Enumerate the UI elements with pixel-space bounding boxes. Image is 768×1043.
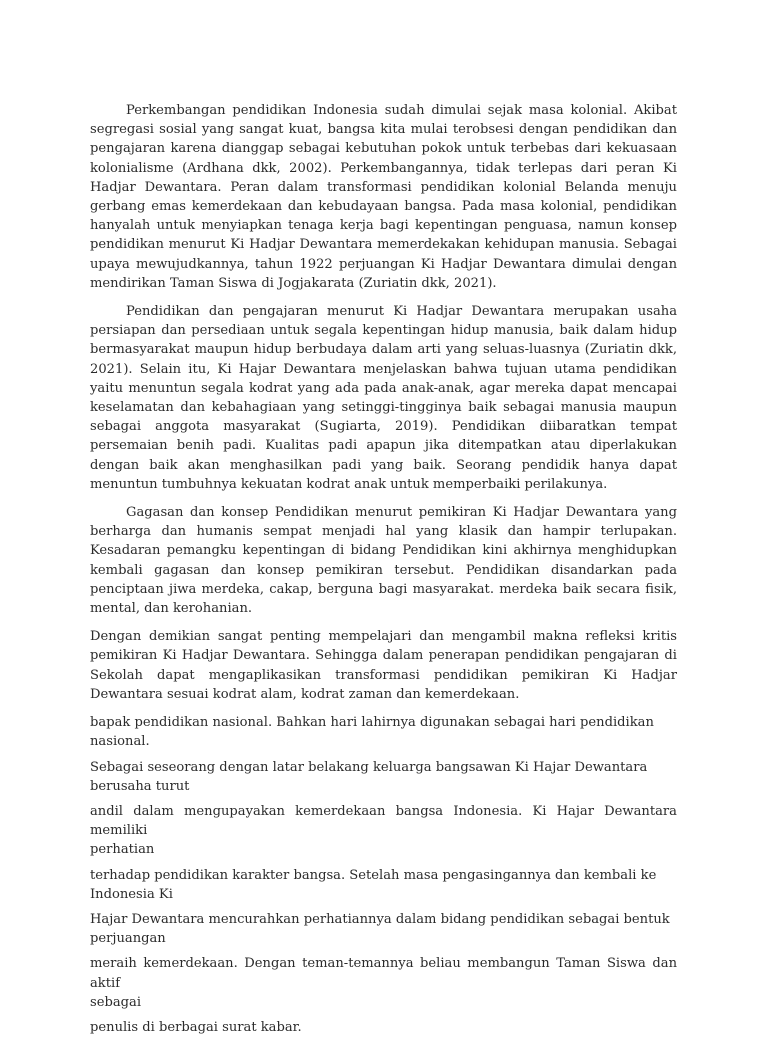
broken-line-4: [90, 866, 677, 904]
paragraph-2: Pendidikan dan pengajaran menurut Ki Hadjar Dewantara merupakan usaha persiapan dan persediaan untuk segala kepentingan hidup manusia, baik dalam hidup bermasyarakat maupun hidup berbudaya dalam arti yang seluas-luasnya (Zuriatin dkk, 2021). Selain itu, Ki Hajar Dewantara menjelaskan bahwa tujuan utama pendidikan yaitu menuntun segala kodrat yang ada pada anak-anak, agar mereka dapat mencapai keselamatan dan kebahagiaan yang setinggi-tingginya baik sebagai manusia maupun sebagai anggota masyarakat (Sugiarta, 2019). Pendidikan diibaratkan tempat persemaian benih padi. Kualitas padi apapun jika ditempatkan atau diperlakukan dengan baik akan menghasilkan padi yang baik. Seorang pendidik hanya dapat menuntun tumbuhnya kekuatan kodrat anak untuk memperbaiki perilakunya.: [90, 304, 677, 492]
paragraph-3: Gagasan dan konsep Pendidikan menurut pemikiran Ki Hadjar Dewantara yang berharga dan humanis sempat menjadi hal yang klasik dan hampir terlupakan. Kesadaran pemangku kepentingan di bidang Pendidikan kini akhirnya menghidupkan kembali gagasan dan konsep pemikiran tersebut. Pendidikan disandarkan pada penciptaan jiwa merdeka, cakap, berguna bagi masyarakat. merdeka baik secara fisik, mental, dan kerohanian.: [90, 505, 677, 617]
broken-line-wrap: berusaha turut: [90, 778, 190, 794]
paragraph-1: Perkembangan pendidikan Indonesia sudah dimulai sejak masa kolonial. Akibat segregasi sosial yang sangat kuat, bangsa kita mulai terobsesi dengan pendidikan dan pengajaran karena dianggap sebagai kebutuhan pokok untuk terbebas dari kekuasaan kolonialisme (Ardhana dkk, 2002). Perkembangannya, tidak terlepas dari peran Ki Hadjar Dewantara. Peran dalam transformasi pendidikan kolonial Belanda menuju gerbang emas kemerdekaan dan kebudayaan bangsa. Pada masa kolonial, pendidikan hanyalah untuk menyiapkan tenaga kerja bagi kepentingan penguasa, namun konsep pendidikan menurut Ki Hadjar Dewantara memerdekakan kehidupan manusia. Sebagai upaya mewujudkannya, tahun 1922 perjuangan Ki Hadjar Dewantara dimulai dengan mendirikan Taman Siswa di Jogjakarata (Zuriatin dkk, 2021).: [90, 103, 677, 291]
broken-line-wrap: nasional.: [90, 734, 150, 750]
broken-lines-block: [90, 713, 677, 1037]
broken-line-1: [90, 713, 677, 751]
broken-line-wrap: Indonesia Ki: [90, 886, 173, 902]
broken-line-main: Sebagai seseorang dengan latar belakang keluarga bangsawan Ki Hajar Dewantara: [90, 759, 648, 775]
broken-line-main: andil dalam mengupayakan kemerdekaan bangsa Indonesia. Ki Hajar Dewantara memiliki: [90, 803, 677, 839]
paragraph-4: Dengan demikian sangat penting mempelajari dan mengambil makna refleksi kritis pemikiran Ki Hadjar Dewantara. Sehingga dalam penerapan pendidikan pengajaran di Sekolah dapat mengaplikasikan transformasi pendidikan pemikiran Ki Hadjar Dewantara sesuai kodrat alam, kodrat zaman dan kemerdekaan.: [90, 629, 677, 702]
broken-line-main: terhadap pendidikan karakter bangsa. Setelah masa pengasingannya dan kembali ke: [90, 867, 657, 883]
broken-line-wrap: perjuangan: [90, 931, 166, 947]
broken-line-6: [90, 954, 677, 1012]
broken-line-2: [90, 758, 677, 796]
broken-line-wrap: perhatian: [90, 842, 155, 858]
broken-line-main: bapak pendidikan nasional. Bahkan hari lahirnya digunakan sebagai hari pendidikan: [90, 715, 654, 731]
broken-line-5: [90, 910, 677, 948]
broken-line-main: penulis di berbagai surat kabar.: [90, 1019, 302, 1035]
document-body: [90, 101, 677, 1043]
broken-line-3: [90, 802, 677, 860]
broken-line-wrap: sebagai: [90, 994, 142, 1010]
broken-line-main: Hajar Dewantara mencurahkan perhatiannya dalam bidang pendidikan sebagai bentuk: [90, 911, 670, 927]
broken-line-7: [90, 1018, 677, 1037]
broken-line-main: meraih kemerdekaan. Dengan teman-temannya beliau membangun Taman Siswa dan aktif: [90, 956, 677, 991]
